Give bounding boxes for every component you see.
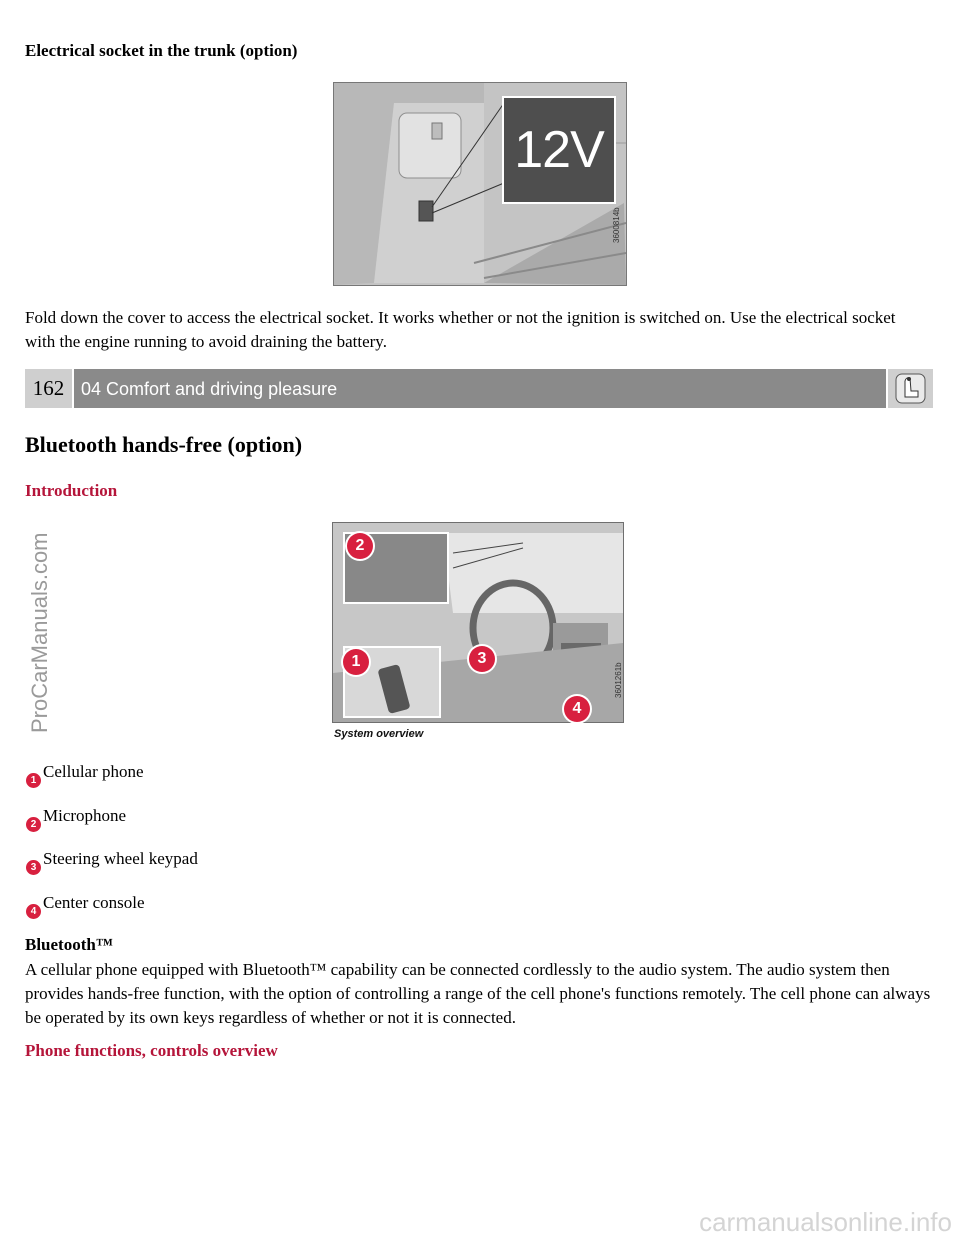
number-badge: 2: [26, 817, 41, 832]
number-badge: 4: [26, 904, 41, 919]
badge-2: 2: [347, 533, 373, 559]
number-badge: 1: [26, 773, 41, 788]
seat-icon: [888, 369, 933, 408]
list-item-label: Microphone: [43, 806, 127, 825]
list-item: [26, 849, 198, 873]
bluetooth-heading: Bluetooth™: [25, 935, 113, 954]
cockpit-photo: [332, 522, 624, 723]
bottom-watermark: carmanualsonline.info: [699, 1207, 952, 1237]
badge-4: 4: [564, 696, 590, 722]
section-title-bluetooth: Bluetooth hands-free (option): [25, 432, 303, 457]
number-badge: 3: [26, 860, 41, 875]
trunk-socket-illustration: [333, 82, 627, 286]
figure-code: 3600814b: [612, 207, 621, 243]
trunk-socket-paragraph: Fold down the cover to access the electrical socket. It works whether or not the ignition is switched on. Use the electrical socket with the engine running to avoid draining the battery.: [25, 308, 896, 351]
list-item-label: Cellular phone: [43, 762, 144, 781]
12v-inset-box: [502, 96, 616, 204]
chapter-title: 04 Comfort and driving pleasure: [74, 369, 886, 408]
list-item: [26, 893, 145, 917]
section-title-trunk-socket: Electrical socket in the trunk (option): [25, 41, 298, 60]
chapter-header-bar: [25, 369, 933, 408]
badge-3: 3: [469, 646, 495, 672]
list-item: [26, 806, 127, 830]
introduction-heading: Introduction: [25, 481, 118, 500]
list-item: [26, 762, 144, 786]
list-item-label: Steering wheel keypad: [43, 849, 198, 868]
figure-code: 3601261b: [614, 662, 623, 698]
cellphone-shape: [377, 664, 410, 714]
side-watermark: ProCarManuals.com: [27, 532, 52, 733]
12v-label: 12V: [514, 121, 604, 179]
figure-caption: System overview: [334, 728, 424, 740]
page-number: 162: [25, 369, 72, 408]
phone-functions-heading: Phone functions, controls overview: [25, 1041, 278, 1060]
bluetooth-paragraph: A cellular phone equipped with Bluetooth™ capability can be connected cordlessly to the audio system. The audio system then provides hands-free function, with the option of controlling a range of the cell phone's functions remotely. The cell phone can always be operated by its own keys regardless of whether or not it is connected.: [25, 960, 931, 1027]
system-overview-illustration: [332, 522, 624, 740]
badge-1: 1: [343, 649, 369, 675]
list-item-label: Center console: [43, 893, 145, 912]
